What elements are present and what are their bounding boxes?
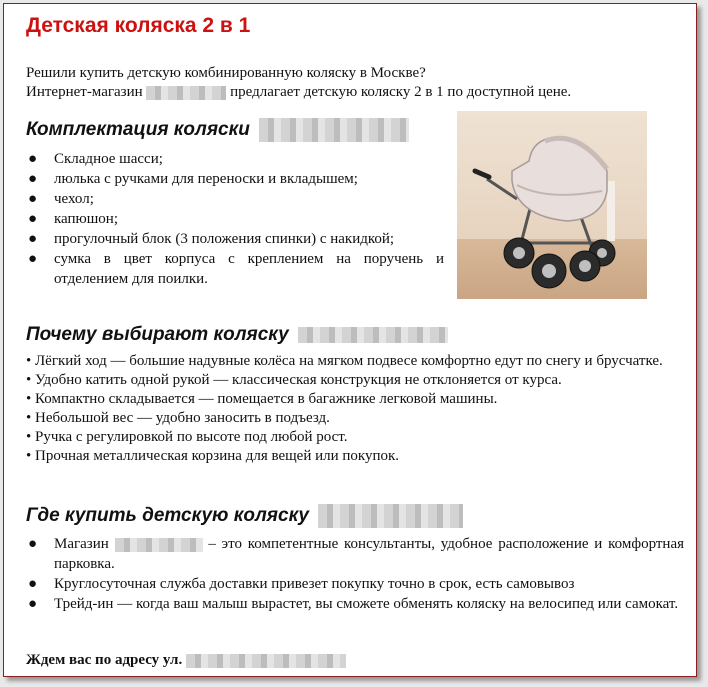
why-item: • Лёгкий ход — большие надувные колёса на мягком подвесе комфортно едут по снегу и брусчатке. (26, 353, 663, 369)
bullet-icon: ● (28, 191, 38, 207)
blurred-store-name (318, 504, 463, 528)
where-item: ● Круглосуточная служба доставки привезет покупку точно в срок, есть самовывоз (28, 576, 575, 592)
bullet-icon: ● (28, 171, 38, 187)
where-list (4, 534, 684, 614)
why-item: • Ручка с регулировкой по высоте под любой рост. (26, 429, 348, 445)
blurred-address (186, 654, 346, 668)
why-list (26, 352, 686, 466)
bullet-icon: ● (28, 576, 38, 592)
bullet-icon: ● (28, 151, 38, 167)
where-heading-row (26, 504, 463, 528)
intro-line-2 (26, 83, 666, 102)
bullet-icon: ● (28, 211, 38, 227)
kit-item: ● чехол; (28, 191, 94, 207)
kit-item: ● сумка в цвет корпуса с креплением на поручень и отделением для поилки. (28, 251, 444, 287)
intro-line-2-start: Интернет-магазин (26, 84, 143, 100)
why-item: • Удобно катить одной рукой — классическая конструкция не отклоняется от курса. (26, 372, 562, 388)
intro-line-1: Решили купить детскую комбинированную коляску в Москве? (26, 65, 426, 81)
where-heading: Где купить детскую коляску (26, 505, 309, 527)
why-item: • Прочная металлическая корзина для вещей или покупок. (26, 448, 400, 464)
kit-item: ● прогулочный блок (3 положения спинки) с накидкой; (28, 231, 395, 247)
why-item: • Компактно складывается — помещается в багажнике легковой машины. (26, 391, 498, 407)
blurred-store-name (146, 86, 226, 100)
intro-line-2-end: предлагает детскую коляску 2 в 1 по доступной цене. (230, 84, 572, 100)
intro-text (26, 64, 666, 102)
kit-heading-row (26, 118, 409, 142)
blurred-store-name (115, 538, 203, 552)
blurred-model-name (259, 118, 409, 142)
address-line (26, 652, 346, 669)
kit-item: ● капюшон; (28, 211, 118, 227)
bullet-icon: ● (28, 536, 38, 552)
bullet-icon: ● (28, 596, 38, 612)
kit-item: ● Складное шасси; (28, 151, 163, 167)
stroller-photo (457, 111, 647, 299)
where-item: ● Трейд-ин — когда ваш малыш вырастет, вы сможете обменять коляску на велосипед или самокат. (28, 596, 679, 612)
bullet-icon: ● (28, 251, 38, 267)
blurred-model-name (298, 327, 448, 343)
why-heading: Почему выбирают коляску (26, 324, 289, 345)
flyer-page (3, 3, 697, 677)
bullet-icon: ● (28, 231, 38, 247)
why-item: • Небольшой вес — удобно заносить в подъезд. (26, 410, 330, 426)
kit-item: ● люлька с ручками для переноски и вкладышем; (28, 171, 358, 187)
why-heading-row (26, 324, 448, 346)
where-item: ● Магазин – это компетентные консультанты, удобное расположение и комфортная парковка. (28, 536, 685, 572)
address-label: Ждем вас по адресу ул. (26, 652, 183, 668)
kit-list (4, 149, 444, 289)
page-title: Детская коляска 2 в 1 (26, 14, 251, 37)
kit-heading: Комплектация коляски (26, 119, 250, 141)
